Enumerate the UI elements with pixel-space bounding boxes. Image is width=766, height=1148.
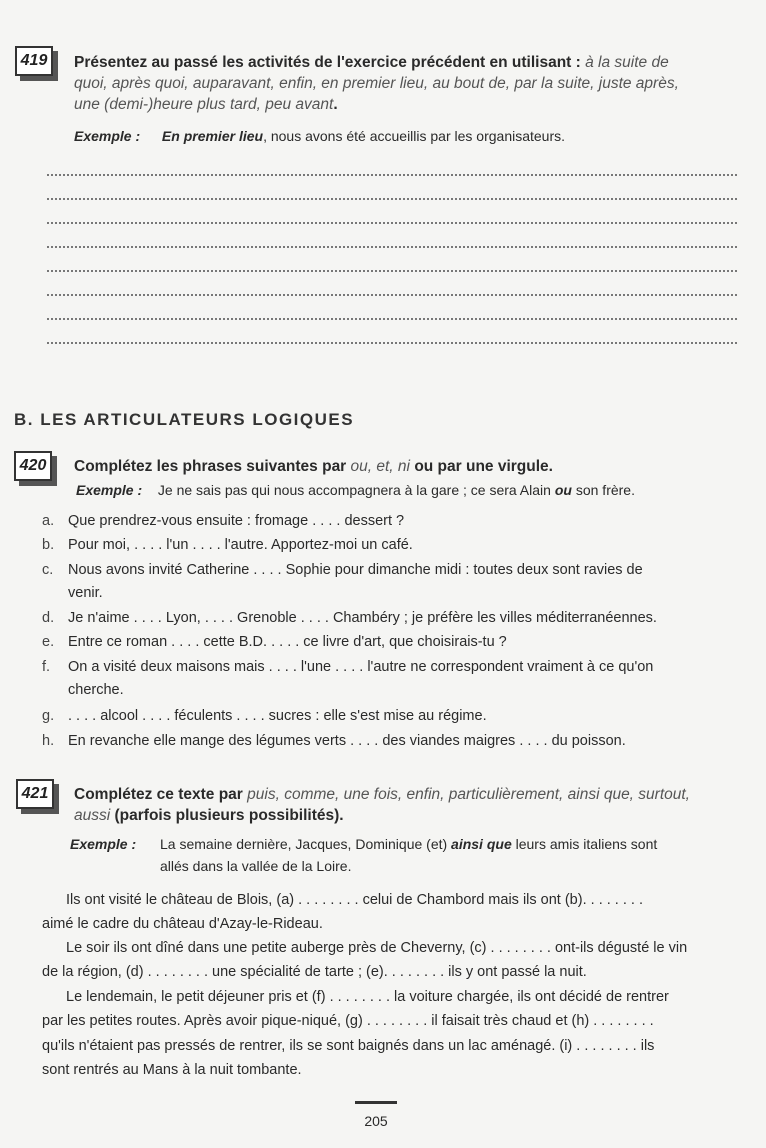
text-line: aimé le cadre du château d'Azay-le-Rideau.	[42, 916, 323, 932]
answer-line[interactable]	[47, 342, 737, 344]
exercise-number: 420	[19, 457, 47, 474]
item-text: En revanche elle mange des légumes verts . . . . des viandes maigres . . . . du poisson.	[68, 733, 626, 749]
text-line: sont rentrés au Mans à la nuit tombante.	[42, 1062, 302, 1078]
text-line: qu'ils n'étaient pas pressés de rentrer, ils se sont baignés dans un lac aménagé. (i) . . . . . . . . ils	[42, 1038, 655, 1054]
answer-line[interactable]	[47, 174, 737, 176]
period: .	[333, 96, 338, 113]
item-letter: h.	[42, 733, 55, 749]
text-line: de la région, (d) . . . . . . . . une spécialité de tarte ; (e). . . . . . . . ils y ont passé la nuit.	[42, 964, 587, 980]
example-label: Exemple :	[70, 836, 137, 852]
item-text: venir.	[68, 585, 103, 601]
exercise-419-badge	[15, 46, 57, 80]
item-letter: c.	[42, 562, 54, 578]
exercise-420-example	[76, 480, 635, 500]
terms-text: puis, comme, une fois, enfin, particulièrement, ainsi que, surtout,	[247, 786, 690, 803]
item-letter: e.	[42, 634, 55, 650]
example-bold: En premier lieu	[161, 128, 264, 144]
text-line: par les petites routes. Après avoir pique-niqué, (g) . . . . . . . . il faisait très chaud et (h) . . . . . . . .	[42, 1013, 654, 1029]
item-text: Pour moi, . . . . l'un . . . . l'autre. Apportez-moi un café.	[68, 537, 413, 553]
item-letter: d.	[42, 610, 55, 626]
instruction-text: Présentez au passé les activités de l'exercice précédent en utilisant :	[74, 54, 581, 71]
text-line: Le soir ils ont dîné dans une petite auberge près de Cheverny, (c) . . . . . . . . ont-ils dégusté le vin	[66, 940, 688, 956]
instruction-text: Complétez les phrases suivantes par	[74, 458, 347, 475]
item-letter: f.	[42, 659, 51, 675]
example-label: Exemple :	[76, 482, 143, 498]
item-text: Que prendrez-vous ensuite : fromage . . . . dessert ?	[68, 513, 405, 529]
example-text: La semaine dernière, Jacques, Dominique (et)	[160, 836, 448, 852]
example-bold: ou	[554, 482, 572, 498]
instruction-text: ou par une virgule.	[414, 458, 553, 475]
item-letter: g.	[42, 708, 55, 724]
terms-text: à la suite de	[585, 54, 669, 71]
answer-line[interactable]	[47, 270, 737, 272]
example-text: Je ne sais pas qui nous accompagnera à la gare ; ce sera Alain	[157, 482, 551, 498]
exercise-420-badge	[14, 451, 56, 485]
terms-text: une (demi-)heure plus tard, peu avant	[74, 96, 334, 113]
answer-line[interactable]	[47, 294, 737, 296]
example-text: allés dans la vallée de la Loire.	[160, 858, 352, 874]
terms-text: quoi, après quoi, auparavant, enfin, en premier lieu, au bout de, par la suite, juste après,	[74, 75, 679, 92]
exercise-419-instruction	[74, 52, 738, 115]
exercise-421-badge	[16, 779, 58, 813]
section-letter: B.	[14, 410, 34, 429]
exercise-421-example-cont	[160, 856, 351, 876]
answer-line[interactable]	[47, 198, 737, 200]
exercise-421-example	[70, 834, 738, 854]
answer-line[interactable]	[47, 318, 737, 320]
terms-text: aussi	[74, 807, 111, 824]
exercise-419-example	[74, 126, 565, 146]
item-text: Entre ce roman . . . . cette B.D. . . . . ce livre d'art, que choisirais-tu ?	[68, 634, 507, 650]
section-title: LES ARTICULATEURS LOGIQUES	[40, 410, 355, 429]
instruction-text: (parfois plusieurs possibilités).	[114, 807, 344, 824]
terms-text: ou, et, ni	[350, 458, 410, 475]
example-label: Exemple :	[74, 128, 141, 144]
page-number: 205	[364, 1113, 388, 1129]
text-line: Le lendemain, le petit déjeuner pris et (f) . . . . . . . . la voiture chargée, ils ont décidé de rentrer	[66, 989, 669, 1005]
section-heading	[14, 410, 354, 430]
footer-rule	[355, 1101, 397, 1104]
example-text: leurs amis italiens sont	[515, 836, 658, 852]
item-letter: b.	[42, 537, 55, 553]
exercise-number: 419	[20, 52, 48, 69]
example-text: , nous avons été accueillis par les organisateurs.	[263, 128, 566, 144]
exercise-421-instruction	[74, 784, 738, 826]
instruction-text: Complétez ce texte par	[74, 786, 243, 803]
item-text: On a visité deux maisons mais . . . . l'une . . . . l'autre ne correspondent vraiment à ce qu'on	[68, 659, 654, 675]
item-letter: a.	[42, 513, 55, 529]
example-bold: ainsi que	[451, 836, 512, 852]
item-text: Nous avons invité Catherine . . . . Sophie pour dimanche midi : toutes deux sont ravies de	[68, 562, 643, 578]
exercise-420-instruction	[74, 456, 553, 477]
answer-line[interactable]	[47, 222, 737, 224]
example-text: son frère.	[575, 482, 635, 498]
exercise-number: 421	[21, 785, 49, 802]
item-text: Je n'aime . . . . Lyon, . . . . Grenoble . . . . Chambéry ; je préfère les villes méditerranéennes.	[68, 610, 657, 626]
answer-line[interactable]	[47, 246, 737, 248]
item-text: . . . . alcool . . . . féculents . . . . sucres : elle s'est mise au régime.	[68, 708, 487, 724]
text-line: Ils ont visité le château de Blois, (a) . . . . . . . . celui de Chambord mais ils ont (b). . . . . . . .	[66, 892, 644, 908]
item-text: cherche.	[68, 682, 124, 698]
